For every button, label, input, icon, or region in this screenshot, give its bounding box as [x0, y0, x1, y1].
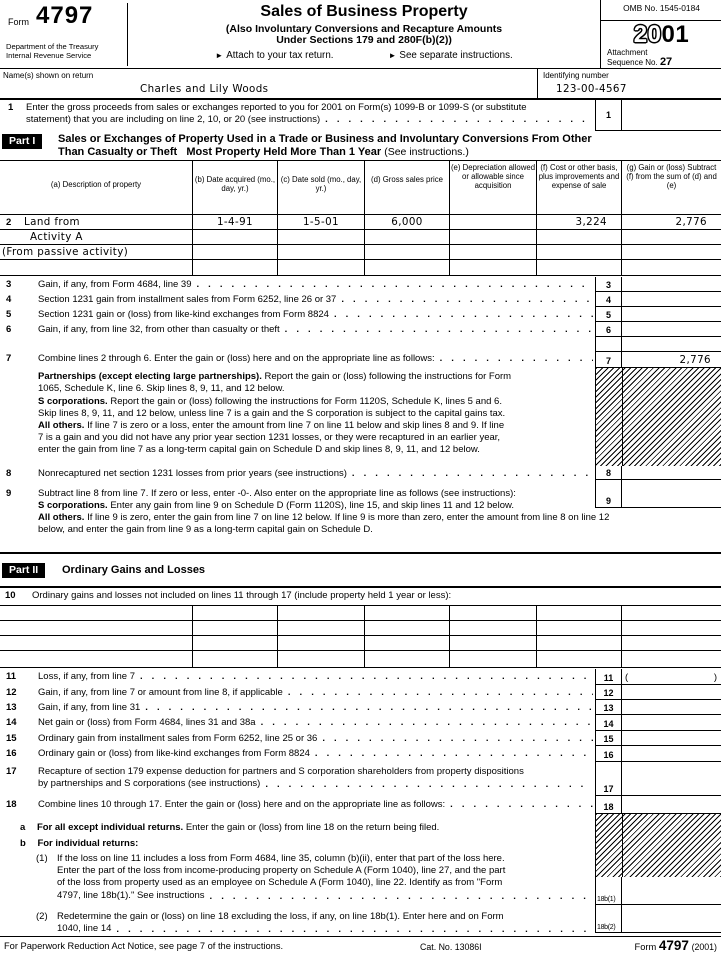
line-8-box-label: 8 [595, 466, 622, 480]
cell-gross-price-r4[interactable] [365, 260, 450, 275]
cell-gross-price-r1[interactable]: 6,000 [365, 215, 450, 230]
form-subtitle-2: Under Sections 179 and 280F(b)(2)) [276, 34, 452, 46]
cell-date-sold-r1[interactable]: 1-5-01 [278, 215, 365, 230]
part2-table [0, 605, 721, 668]
cell-date-acquired-r4[interactable] [193, 260, 278, 275]
line-16-box-label: 16 [595, 746, 622, 762]
footer-year: (2001) [691, 942, 717, 952]
line-4-text: Section 1231 gain from installment sales from Form 6252, line 26 or 37 [38, 293, 337, 305]
line-1-number: 1 [8, 101, 14, 113]
cell-empty[interactable] [450, 606, 537, 621]
part1-heading-note: (See instructions.) [384, 145, 469, 158]
line-4-number: 4 [6, 293, 12, 305]
cell-cost-basis-r4[interactable] [537, 260, 622, 275]
line-11-box-label: 11 [595, 669, 622, 685]
line-10 [0, 588, 721, 605]
line-1-box-label: 1 [595, 100, 622, 131]
see-instructions-note: ► See separate instructions. [388, 50, 513, 61]
dot-leader [145, 702, 593, 713]
dot-leader [315, 748, 593, 759]
line-15-text: Ordinary gain from installment sales from Form 6252, line 25 or 36 [38, 732, 318, 744]
line-6-text: Gain, if any, from line 32, from other than casualty or theft [38, 323, 280, 335]
cell-empty[interactable] [278, 621, 365, 636]
form-subtitle-1: (Also Involuntary Conversions and Recapture Amounts [225, 23, 503, 35]
line-15 [0, 731, 721, 746]
line-8-number: 8 [6, 467, 12, 479]
line-16 [0, 746, 721, 762]
line-18b2-box-label: 18b(2) [595, 905, 622, 933]
part2-title: Ordinary Gains and Losses [62, 564, 206, 576]
dot-leader [261, 717, 593, 728]
line-12-amount[interactable] [622, 685, 721, 700]
id-label: Identifying number [543, 71, 609, 80]
line-12 [0, 685, 721, 700]
dot-leader [334, 309, 593, 320]
line-5-number: 5 [6, 308, 12, 320]
id-box-divider [537, 69, 538, 100]
part1-header [0, 132, 721, 160]
cell-empty[interactable] [622, 636, 721, 651]
dot-leader [322, 733, 593, 744]
cell-empty[interactable] [537, 636, 622, 651]
line-3-box-label: 3 [595, 277, 622, 292]
cell-gain-loss-r2[interactable] [622, 230, 721, 245]
line-14-amount[interactable] [622, 715, 721, 731]
dot-leader [288, 687, 593, 698]
arrow-icon: ► [215, 51, 224, 60]
header-notes [128, 50, 600, 61]
cell-date-sold-r4[interactable] [278, 260, 365, 275]
line-15-number: 15 [6, 732, 17, 744]
cell-cost-basis-r1[interactable]: 3,224 [537, 215, 622, 230]
cell-empty[interactable] [450, 636, 537, 651]
cell-empty[interactable] [365, 651, 450, 667]
line-15-amount[interactable] [622, 731, 721, 746]
cell-date-sold-r2[interactable] [278, 230, 365, 245]
line-4-box-label: 4 [595, 292, 622, 307]
cell-gain-loss-r1[interactable]: 2,776 [622, 215, 721, 230]
line-1 [0, 100, 721, 131]
line-15-box-label: 15 [595, 731, 622, 746]
line-18-text: Combine lines 10 through 17. Enter the gain or (loss) here and on the appropriate line as follows: [38, 799, 446, 810]
cell-empty[interactable] [537, 606, 622, 621]
line-11-text: Loss, if any, from line 7 [38, 670, 135, 682]
cell-desc-r1[interactable]: 2 Land from [0, 215, 193, 230]
footer-form-id: Form 4797 (2001) [634, 938, 717, 953]
dot-leader [341, 294, 593, 305]
line-5-amount[interactable] [622, 307, 721, 322]
col-header-b: (b) Date acquired (mo., day, yr.) [193, 161, 278, 215]
omb-number: OMB No. 1545-0184 [623, 3, 700, 13]
cell-empty[interactable] [278, 636, 365, 651]
line-3-text: Gain, if any, from Form 4684, line 39 [38, 278, 192, 290]
cell-empty[interactable] [278, 606, 365, 621]
cell-gross-price-r3[interactable] [365, 245, 450, 260]
cell-empty[interactable] [450, 621, 537, 636]
hatch-divider [622, 368, 623, 466]
dot-leader [352, 468, 593, 479]
cell-empty[interactable] [365, 606, 450, 621]
hatch-divider [622, 814, 623, 877]
line-17-amount[interactable] [622, 762, 721, 796]
cell-gain-loss-r4[interactable] [622, 260, 721, 275]
line-7-instructions-all-others: All others. If line 7 is zero or a loss, enter the amount from line 7 on line 11 below and skip lines 8 and 9. If line 7 is a gain and you did not have any prior year section 1231 losses, or they were recaptured in an earlier year, enter the gain from line 7 as a long-term capital gain on Schedule D and skip lines 8, 9, 11, and 12 below. [38, 420, 505, 456]
footer-notice: For Paperwork Reduction Act Notice, see page 7 of the instructions. [4, 941, 284, 951]
cell-empty[interactable] [365, 621, 450, 636]
form-title: Sales of Business Property [260, 3, 468, 20]
line-14-text: Net gain or (loss) from Form 4684, lines 31 and 38a [38, 716, 256, 728]
line-7-instructions-s-corporations: S corporations. Report the gain or (loss) following the instructions for Form 1120S, Schedule K, lines 5 and 6. Skip lines 8, 9, 11, and 12 below, unless line 7 is a gain and the S corporation is subject to the capital gains tax. [38, 395, 506, 419]
cell-gain-loss-r3[interactable] [622, 245, 721, 260]
cell-empty[interactable] [193, 636, 278, 651]
line-17-text-2: by partnerships and S corporations (see instructions) [38, 778, 261, 790]
sequence-line: Sequence No. 27 [607, 56, 673, 68]
col-header-a: (a) Description of property [0, 161, 193, 215]
year-outline-part: 20 [633, 21, 662, 48]
department-lines [6, 42, 98, 61]
line-18a: a For all except individual returns. Enter the gain or (loss) from line 18 on the return being filed. [20, 822, 440, 833]
line-18b2-text: (2) Redetermine the gain or (loss) on line 18 excluding the loss, if any, on line 18b(1). Enter here and on Form 1040, line 14 . . . [36, 911, 593, 935]
line-9-box-label: 9 [595, 480, 622, 508]
paren-open: ( [625, 672, 629, 683]
col-header-c: (c) Date sold (mo., day, yr.) [278, 161, 365, 215]
part1-heading-1: Sales or Exchanges of Property Used in a Trade or Business and Involuntary Conversions From Other [58, 133, 592, 145]
line-12-number: 12 [6, 686, 17, 698]
line-18b1-box-label: 18b(1) [595, 877, 622, 905]
box-column-spacer [595, 337, 622, 351]
tax-year [601, 21, 721, 49]
col-header-f: (f) Cost or other basis, plus improvements and expense of sale [537, 161, 622, 215]
line-13-amount[interactable] [622, 700, 721, 715]
cell-desc-r3[interactable]: (From passive activity) [0, 245, 193, 260]
line-10-text: Ordinary gains and losses not included on lines 11 through 17 (include property held 1 year or less): [32, 589, 452, 601]
footer-rule [0, 936, 721, 937]
dept-line-2: Internal Revenue Service [6, 51, 92, 61]
dot-leader [140, 671, 593, 682]
cell-date-acquired-r3[interactable] [193, 245, 278, 260]
line-3 [0, 277, 721, 292]
line-16-amount[interactable] [622, 746, 721, 762]
footer-cat-no: Cat. No. 13086I [420, 942, 482, 952]
line-12-box-label: 12 [595, 685, 622, 700]
line-7-amount[interactable]: 2,776 [622, 351, 721, 368]
line-5 [0, 307, 721, 322]
line-7-instructions-partnerships: Partnerships (except electing large partnerships). Report the gain or (loss) following the instructions for Form 1065, Schedule K, line 6. Skip lines 8, 9, 11, and 12 below. [38, 371, 512, 395]
line-17-box-label: 17 [595, 762, 622, 796]
part1-end-rule [0, 552, 721, 554]
line-1-text-1: Enter the gross proceeds from sales or exchanges reported to you for 2001 on Form(s) 1099-B or 1099-S (or substitute [26, 101, 527, 113]
line-14-box-label: 14 [595, 715, 622, 731]
part1-heading-2: Than Casualty or Theft Most Property Held More Than 1 Year (See instructions.) [58, 145, 469, 158]
line-8 [0, 466, 721, 480]
sequence-number: 27 [659, 56, 673, 68]
col-header-d: (d) Gross sales price [365, 161, 450, 215]
cell-desc-r4[interactable] [0, 260, 193, 275]
dot-leader [440, 353, 593, 364]
dot-leader [196, 279, 593, 290]
line-7 [0, 351, 721, 368]
cell-cost-basis-r2[interactable] [537, 230, 622, 245]
cell-empty[interactable] [365, 636, 450, 651]
dot-leader [325, 114, 593, 125]
line-12-text: Gain, if any, from line 7 or amount from line 8, if applicable [38, 686, 283, 698]
line-8-text: Nonrecaptured net section 1231 losses from prior years (see instructions) [38, 467, 347, 479]
cell-gross-price-r2[interactable] [365, 230, 450, 245]
line-17-number: 17 [6, 766, 17, 777]
cell-empty[interactable] [193, 606, 278, 621]
line-11 [0, 669, 721, 685]
dot-leader [285, 324, 593, 335]
line-2-number: 2 [6, 217, 12, 228]
cell-desc-r2[interactable]: Activity A [0, 230, 193, 245]
line-13 [0, 700, 721, 715]
line-18a-text: Enter the gain or (loss) from line 18 on the return being filed. [185, 822, 440, 833]
cell-depreciation-r1[interactable] [450, 215, 537, 230]
line-18b2-label: (2) [36, 911, 48, 922]
name-value[interactable]: Charles and Lily Woods [140, 83, 269, 95]
line-18 [0, 796, 721, 814]
line-9-instructions: S corporations. Enter any gain from line 9 on Schedule D (Form 1120S), line 15, and skip lines 11 and 12 below. All others. If line 9 is zero, enter the gain from line 7 on line 12 below. If line 9 is more than zero, enter the amount from line 8 on line 12 below, and enter the gain from line 9 as a long-term capital gain on Schedule D. [38, 500, 610, 536]
line-11-number: 11 [6, 670, 17, 682]
line-18b [20, 838, 138, 849]
line-14 [0, 715, 721, 731]
line-4-amount[interactable] [622, 292, 721, 307]
cell-date-sold-r3[interactable] [278, 245, 365, 260]
line-18b2-amount[interactable] [622, 905, 721, 933]
line-6-amount[interactable] [622, 322, 721, 337]
cell-empty[interactable] [0, 606, 193, 621]
cell-empty[interactable] [622, 606, 721, 621]
cell-date-acquired-r1[interactable]: 1-4-91 [193, 215, 278, 230]
line-18-box-label: 18 [595, 796, 622, 814]
cell-empty[interactable] [622, 621, 721, 636]
id-value[interactable]: 123-00-4567 [556, 83, 627, 95]
line-7-number: 7 [6, 352, 12, 364]
line-9-number: 9 [6, 488, 12, 499]
line-14-number: 14 [6, 716, 17, 728]
cell-empty[interactable] [278, 651, 365, 667]
line-18b1-text: (1) If the loss on line 11 includes a loss from Form 4684, line 35, column (b)(ii), enter that part of the loss here. Enter the part of the loss from income-producing property on Schedule A (Form 1040), line 27, and the part of the loss from property used as an employee on Schedule A (Form 1040), line 22. Identify as from "Form 4797, line 18b(1)." See instructions . . . [36, 853, 593, 902]
line-18b-text: For individual returns: [37, 838, 139, 849]
cell-depreciation-r4[interactable] [450, 260, 537, 275]
cell-empty[interactable] [450, 651, 537, 667]
line-5-text: Section 1231 gain or (loss) from like-kind exchanges from Form 8824 [38, 308, 329, 320]
line-6-number: 6 [6, 323, 12, 335]
line-13-text: Gain, if any, from line 31 [38, 701, 141, 713]
arrow-icon: ► [388, 51, 397, 60]
name-label: Name(s) shown on return [3, 71, 94, 80]
year-solid-part: 01 [661, 21, 690, 48]
line-16-text: Ordinary gain or (loss) from like-kind exchanges from Form 8824 [38, 747, 310, 759]
header-right [600, 0, 721, 69]
line-18-number: 18 [6, 799, 17, 810]
line-3-number: 3 [6, 278, 12, 290]
name-row [0, 69, 721, 100]
part1-table [0, 160, 721, 276]
footer-form-number: 4797 [658, 938, 689, 953]
line-17-text-1: Recapture of section 179 expense deduction for partners and S corporation shareholders from property dispositions [38, 766, 524, 777]
dept-line-1: Department of the Treasury [6, 42, 99, 51]
col-header-g: (g) Gain or (loss) Subtract (f) from the sum of (d) and (e) [622, 161, 721, 215]
line-3-amount[interactable] [622, 277, 721, 292]
part2-header [0, 561, 721, 583]
part1-label: Part I [2, 134, 42, 149]
line-6 [0, 322, 721, 337]
line-11-amount[interactable] [622, 669, 721, 685]
header-center [128, 0, 600, 69]
hatch-area-part1 [595, 368, 721, 466]
cell-empty[interactable] [193, 621, 278, 636]
line-7-box-label: 7 [595, 351, 622, 368]
line-9-amount[interactable] [622, 480, 721, 508]
line-16-number: 16 [6, 747, 17, 759]
line-6-7-spacer [0, 337, 721, 351]
line-13-number: 13 [6, 701, 17, 713]
line-5-box-label: 5 [595, 307, 622, 322]
line-18b2-box-row [0, 905, 721, 933]
cell-empty[interactable] [537, 621, 622, 636]
cell-date-acquired-r2[interactable] [193, 230, 278, 245]
line-18b1-label: (1) [36, 853, 48, 864]
cell-empty[interactable] [622, 651, 721, 667]
line-17 [0, 762, 721, 796]
line-1-amount[interactable] [622, 100, 721, 131]
line-18-amount[interactable] [622, 796, 721, 814]
form-word: Form [8, 17, 29, 27]
paren-close: ) [713, 672, 717, 683]
form-number: 4797 [36, 2, 94, 29]
cell-empty[interactable] [0, 621, 193, 636]
line-8-amount[interactable] [622, 466, 721, 480]
header [0, 0, 721, 69]
line-18b1-box-row [0, 877, 721, 905]
line-10-number: 10 [5, 589, 16, 601]
col-header-e: (e) Depreciation allowed or allowable since acquisition [450, 161, 537, 215]
cell-empty[interactable] [0, 636, 193, 651]
line-7-text: Combine lines 2 through 6. Enter the gain or (loss) here and on the appropriate line as follows: [38, 352, 435, 364]
cell-depreciation-r2[interactable] [450, 230, 537, 245]
cell-empty[interactable] [537, 651, 622, 667]
part2-label: Part II [2, 563, 45, 578]
line-18b1-amount[interactable] [622, 877, 721, 905]
attach-note: ► Attach to your tax return. [215, 50, 334, 61]
hatch-area-part2 [595, 814, 721, 877]
cell-cost-basis-r3[interactable] [537, 245, 622, 260]
line-1-text-2: statement) that you are including on line 2, 10, or 20 (see instructions) [26, 113, 321, 125]
cell-depreciation-r3[interactable] [450, 245, 537, 260]
line-18a-label: a [20, 822, 26, 833]
dot-leader [265, 779, 593, 790]
line-18b-label: b [20, 838, 26, 849]
attachment-word: Attachment [607, 48, 648, 57]
dot-leader [450, 799, 593, 810]
line-6-box-label: 6 [595, 322, 622, 337]
cell-empty[interactable] [193, 651, 278, 667]
cell-empty[interactable] [0, 651, 193, 667]
line-4 [0, 292, 721, 307]
line-13-box-label: 13 [595, 700, 622, 715]
line-9-text: Subtract line 8 from line 7. If zero or less, enter -0-. Also enter on the appropriate line as follows (see instructions): [38, 488, 516, 499]
